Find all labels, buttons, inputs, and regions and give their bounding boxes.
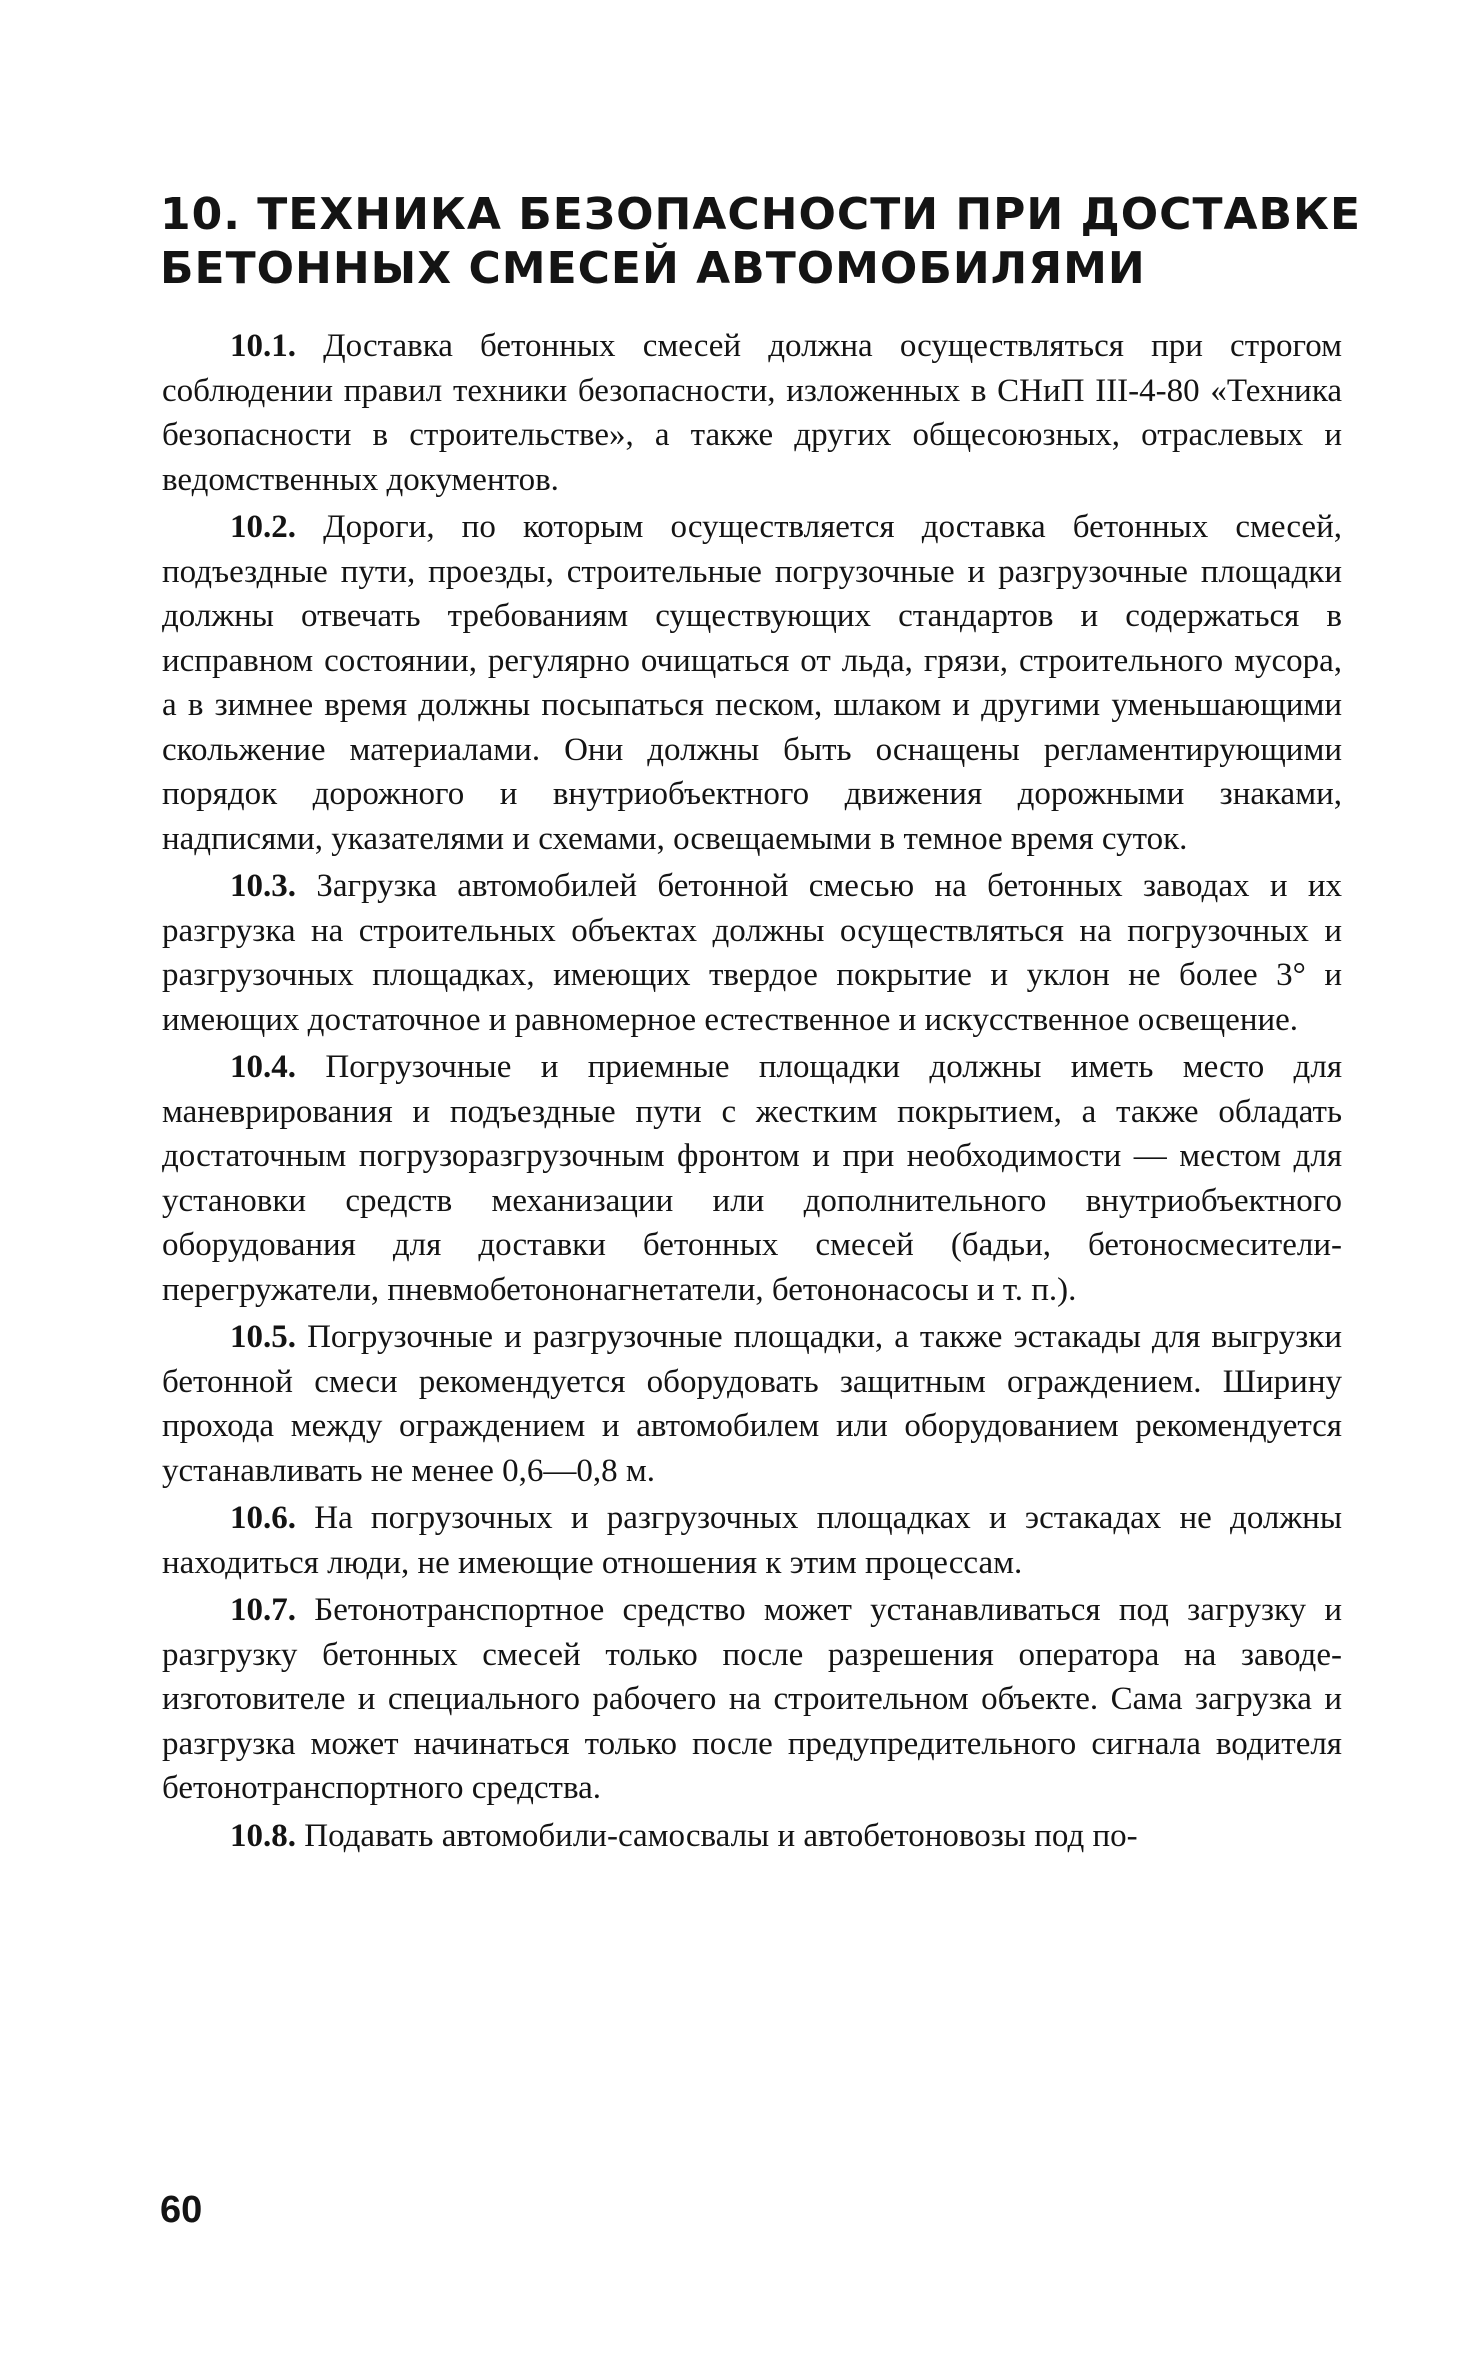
paragraph-text: Доставка бетонных смесей должна осуществляться при строгом соблюдении правил техники безопасности, изложенных в СНиП III-4-80 «Техника безопасности в строительстве», а также других общесоюзных, отраслевых и ведомственных документов.: [162, 328, 1342, 498]
paragraph-10-3: [162, 864, 1342, 1042]
paragraph-10-8: [162, 1814, 1342, 1859]
paragraph-text: Бетонотранспортное средство может устанавливаться под загрузку и разгрузку бетонных смесей только после разрешения оператора на заводе-изготовителе и специального рабочего на строительном объекте. Сама загрузка и разгрузка может начинаться только после предупредительного сигнала водителя бетонотранспортного средства.: [162, 1592, 1343, 1806]
paragraph-10-7: [162, 1588, 1342, 1811]
paragraph-10-6: [162, 1496, 1342, 1585]
paragraph-number: 10.5.: [230, 1319, 296, 1355]
paragraph-text: Дороги, по которым осуществляется доставка бетонных смесей, подъездные пути, проезды, строительные погрузочные и разгрузочные площадки должны отвечать требованиям существующих стандартов и содержаться в исправном состоянии, регулярно очищаться от льда, грязи, строительного мусора, а в зимнее время должны посыпаться песком, шлаком и другими уменьшающими скольжение материалами. Они должны быть оснащены регламентирующими порядок дорожного и внутриобъектного движения дорожными знаками, надписями, указателями и схемами, освещаемыми в темное время суток.: [162, 509, 1342, 857]
paragraph-text: На погрузочных и разгрузочных площадках и эстакадах не должны находиться люди, не имеющие отношения к этим процессам.: [162, 1500, 1343, 1581]
body-text: [162, 324, 1342, 1861]
paragraph-number: 10.7.: [230, 1592, 296, 1628]
paragraph-text: Подавать автомобили-самосвалы и автобетоновозы под по-: [304, 1817, 1138, 1854]
section-heading: [160, 188, 1362, 296]
paragraph-text: Погрузочные и разгрузочные площадки, а также эстакады для выгрузки бетонной смеси рекомендуется оборудовать защитным ограждением. Ширину прохода между ограждением и автомобилем или оборудованием рекомендуется устанавливать не менее 0,6—0,8 м.: [162, 1319, 1343, 1489]
paragraph-10-2: [162, 505, 1342, 861]
paragraph-number: 10.4.: [230, 1049, 296, 1085]
paragraph-10-5: [162, 1315, 1342, 1493]
paragraph-text: Погрузочные и приемные площадки должны иметь место для маневрирования и подъездные пути с жестким покрытием, а также обладать достаточным погрузоразгрузочным фронтом и при необходимости — местом для установки средств механизации или дополнительного внутриобъектного оборудования для доставки бетонных смесей (бадьи, бетоносмесители-перегружатели, пневмобетононагнетатели, бетононасосы и т. п.).: [162, 1049, 1342, 1308]
paragraph-text: Загрузка автомобилей бетонной смесью на бетонных заводах и их разгрузка на строительных объектах должны осуществляться на погрузочных и разгрузочных площадках, имеющих твердое покрытие и уклон не более 3° и имеющих достаточное и равномерное естественное и искусственное освещение.: [162, 868, 1342, 1038]
page-number: 60: [160, 2189, 203, 2231]
paragraph-number: 10.2.: [230, 509, 296, 545]
paragraph-number: 10.6.: [230, 1500, 296, 1536]
paragraph-number: 10.3.: [230, 868, 296, 904]
section-heading-line-1: 10. ТЕХНИКА БЕЗОПАСНОСТИ ПРИ ДОСТАВКЕ: [160, 189, 1362, 240]
section-heading-line-2: БЕТОННЫХ СМЕСЕЙ АВТОМОБИЛЯМИ: [160, 243, 1146, 294]
paragraph-10-4: [162, 1045, 1342, 1312]
paragraph-number: 10.1.: [230, 328, 296, 364]
paragraph-number: 10.8.: [230, 1817, 296, 1854]
paragraph-10-1: [162, 324, 1342, 502]
